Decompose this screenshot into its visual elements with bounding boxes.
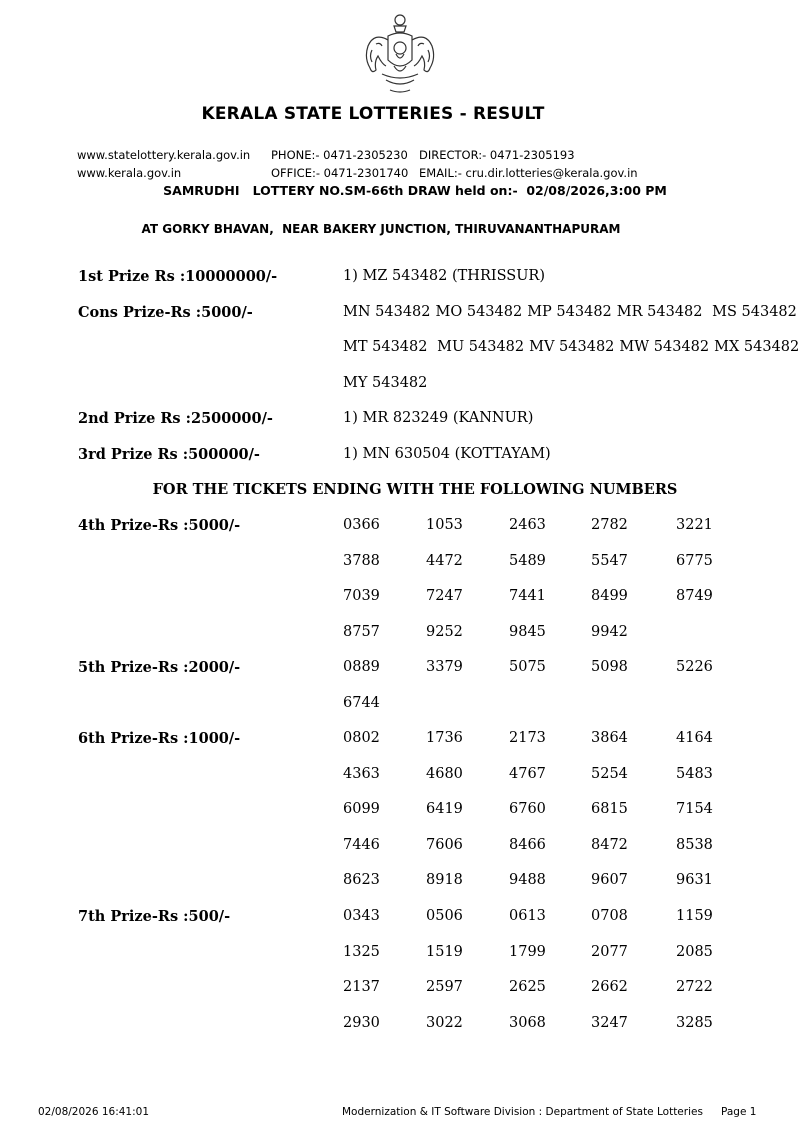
ending-number: 3864 xyxy=(591,730,628,746)
ending-number: 9631 xyxy=(676,872,713,888)
ending-number: 9252 xyxy=(426,624,463,640)
cons-ticket: MR 543482 xyxy=(616,304,703,320)
ending-number: 5098 xyxy=(591,659,628,675)
draw-info: SAMRUDHI LOTTERY NO.SM-66th DRAW held on:- 02/08/2026,3:00 PM xyxy=(163,183,667,198)
ending-number: 8757 xyxy=(343,624,380,640)
ending-number: 8499 xyxy=(591,588,628,604)
ending-number: 9942 xyxy=(591,624,628,640)
ending-number: 2782 xyxy=(591,517,628,533)
cons-ticket: MT 543482 xyxy=(343,339,428,355)
ending-number: 1053 xyxy=(426,517,463,533)
ending-number: 6744 xyxy=(343,695,380,711)
cons-prize-row xyxy=(343,304,800,320)
ending-number: 2137 xyxy=(343,979,380,995)
ending-number: 1325 xyxy=(343,944,380,960)
cons-ticket: MY 543482 xyxy=(343,375,428,391)
ending-number: 4164 xyxy=(676,730,713,746)
ending-number: 5075 xyxy=(509,659,546,675)
ending-number: 1519 xyxy=(426,944,463,960)
cons-ticket: MN 543482 xyxy=(343,304,431,320)
page-title: KERALA STATE LOTTERIES - RESULT xyxy=(201,104,545,124)
ending-number: 0802 xyxy=(343,730,380,746)
ending-number: 2722 xyxy=(676,979,713,995)
ending-prize-label: 6th Prize-Rs :1000/- xyxy=(78,730,241,747)
second-prize-winner: 1) MR 823249 (KANNUR) xyxy=(343,410,534,426)
cons-prize-label: Cons Prize-Rs :5000/- xyxy=(78,304,253,321)
ending-number: 6760 xyxy=(509,801,546,817)
ending-number: 4680 xyxy=(426,766,463,782)
third-prize-label: 3rd Prize Rs :500000/- xyxy=(78,446,260,463)
cons-prize-row xyxy=(343,339,800,355)
ending-number: 7154 xyxy=(676,801,713,817)
ending-number: 0366 xyxy=(343,517,380,533)
ending-number: 3022 xyxy=(426,1015,463,1031)
ending-number: 5547 xyxy=(591,553,628,569)
footer-timestamp: 02/08/2026 16:41:01 xyxy=(38,1106,150,1118)
ending-number: 0889 xyxy=(343,659,380,675)
ending-number: 0343 xyxy=(343,908,380,924)
email-address[interactable]: EMAIL:- cru.dir.lotteries@kerala.gov.in xyxy=(419,166,638,180)
footer-division: Modernization & IT Software Division : Department of State Lotteries xyxy=(342,1106,703,1118)
ending-number: 8472 xyxy=(591,837,628,853)
ending-number: 8749 xyxy=(676,588,713,604)
ending-number: 4472 xyxy=(426,553,463,569)
ending-number: 0613 xyxy=(509,908,546,924)
ending-number: 9607 xyxy=(591,872,628,888)
ending-number: 8918 xyxy=(426,872,463,888)
cons-ticket: MS 543482 xyxy=(707,304,797,320)
draw-venue: AT GORKY BHAVAN, NEAR BAKERY JUNCTION, THIRUVANANTHAPURAM xyxy=(141,222,621,236)
second-prize-label: 2nd Prize Rs :2500000/- xyxy=(78,410,273,427)
ending-number: 2662 xyxy=(591,979,628,995)
ending-number: 2077 xyxy=(591,944,628,960)
cons-ticket: MP 543482 xyxy=(527,304,612,320)
ending-number: 4363 xyxy=(343,766,380,782)
ending-number: 3285 xyxy=(676,1015,713,1031)
ending-number: 7606 xyxy=(426,837,463,853)
footer-page-number: Page 1 xyxy=(721,1106,757,1118)
website-link-kerala[interactable]: www.kerala.gov.in xyxy=(77,166,182,180)
ending-number: 9488 xyxy=(509,872,546,888)
ending-numbers-heading: FOR THE TICKETS ENDING WITH THE FOLLOWING NUMBERS xyxy=(152,481,678,498)
cons-prize-row xyxy=(343,375,432,391)
ending-number: 8623 xyxy=(343,872,380,888)
ending-number: 3221 xyxy=(676,517,713,533)
ending-number: 0506 xyxy=(426,908,463,924)
cons-ticket: MU 543482 xyxy=(432,339,525,355)
ending-number: 1159 xyxy=(676,908,713,924)
ending-prize-label: 7th Prize-Rs :500/- xyxy=(78,908,231,925)
ending-number: 2173 xyxy=(509,730,546,746)
cons-ticket: MO 543482 xyxy=(435,304,523,320)
ending-number: 3068 xyxy=(509,1015,546,1031)
ending-number: 3788 xyxy=(343,553,380,569)
director-number: DIRECTOR:- 0471-2305193 xyxy=(419,148,575,162)
cons-ticket: MV 543482 xyxy=(529,339,615,355)
ending-number: 3379 xyxy=(426,659,463,675)
ending-number: 4767 xyxy=(509,766,546,782)
ending-number: 9845 xyxy=(509,624,546,640)
ending-number: 0708 xyxy=(591,908,628,924)
kerala-state-emblem-icon xyxy=(360,10,440,96)
ending-number: 5489 xyxy=(509,553,546,569)
ending-number: 2463 xyxy=(509,517,546,533)
ending-number: 6099 xyxy=(343,801,380,817)
ending-number: 8538 xyxy=(676,837,713,853)
ending-number: 5483 xyxy=(676,766,713,782)
ending-number: 7247 xyxy=(426,588,463,604)
ending-number: 6419 xyxy=(426,801,463,817)
ending-number: 2930 xyxy=(343,1015,380,1031)
cons-ticket: MX 543482 xyxy=(714,339,800,355)
ending-number: 5226 xyxy=(676,659,713,675)
ending-number: 2625 xyxy=(509,979,546,995)
first-prize-label: 1st Prize Rs :10000000/- xyxy=(78,268,278,285)
ending-prize-label: 5th Prize-Rs :2000/- xyxy=(78,659,241,676)
ending-number: 1799 xyxy=(509,944,546,960)
office-number: OFFICE:- 0471-2301740 xyxy=(271,166,409,180)
ending-number: 7446 xyxy=(343,837,380,853)
ending-number: 7039 xyxy=(343,588,380,604)
ending-prize-label: 4th Prize-Rs :5000/- xyxy=(78,517,241,534)
phone-number: PHONE:- 0471-2305230 xyxy=(271,148,408,162)
ending-number: 7441 xyxy=(509,588,546,604)
ending-number: 3247 xyxy=(591,1015,628,1031)
cons-ticket: MW 543482 xyxy=(619,339,710,355)
website-link-statelottery[interactable]: www.statelottery.kerala.gov.in xyxy=(77,148,251,162)
third-prize-winner: 1) MN 630504 (KOTTAYAM) xyxy=(343,446,551,462)
ending-number: 1736 xyxy=(426,730,463,746)
first-prize-winner: 1) MZ 543482 (THRISSUR) xyxy=(343,268,546,284)
ending-number: 8466 xyxy=(509,837,546,853)
ending-number: 2085 xyxy=(676,944,713,960)
ending-number: 5254 xyxy=(591,766,628,782)
ending-number: 6815 xyxy=(591,801,628,817)
ending-number: 2597 xyxy=(426,979,463,995)
ending-number: 6775 xyxy=(676,553,713,569)
